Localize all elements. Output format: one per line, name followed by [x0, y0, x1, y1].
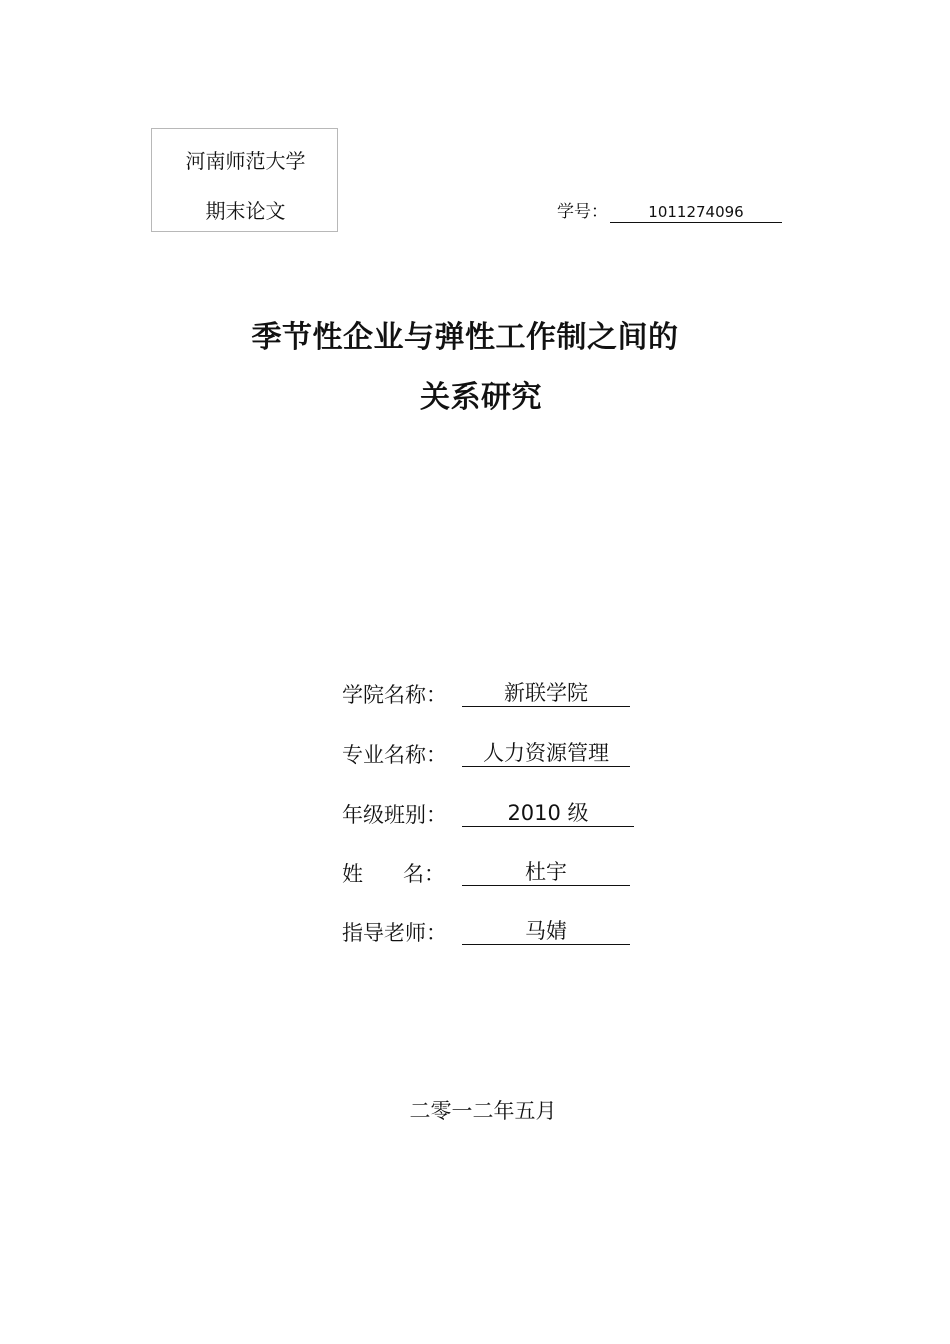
major-label: 专业名称： [342, 743, 447, 767]
paper-type: 期末论文 [205, 199, 286, 223]
college-row [342, 680, 630, 710]
grade-row [342, 800, 634, 830]
paper-title-line-1: 季节性企业与弹性工作制之间的 [251, 320, 679, 355]
advisor-value: 马婧 [462, 918, 630, 945]
name-value: 杜宇 [462, 859, 630, 886]
grade-value: 2010 级 [462, 800, 634, 827]
student-id-label: 学号： [557, 202, 608, 222]
major-row [342, 740, 630, 770]
university-name: 河南师范大学 [185, 149, 306, 173]
college-label: 学院名称： [342, 683, 447, 707]
name-row [342, 859, 630, 889]
grade-label: 年级班别： [342, 803, 447, 827]
submission-date: 二零一二年五月 [409, 1099, 557, 1123]
advisor-row [342, 918, 630, 948]
university-box [151, 128, 338, 232]
student-id-row [557, 200, 782, 224]
student-id-value: 1011274096 [610, 202, 782, 223]
major-value: 人力资源管理 [462, 740, 630, 767]
name-label: 姓 名： [342, 862, 446, 886]
college-value: 新联学院 [462, 680, 630, 707]
advisor-label: 指导老师： [342, 921, 447, 945]
paper-title-line-2: 关系研究 [420, 380, 542, 415]
